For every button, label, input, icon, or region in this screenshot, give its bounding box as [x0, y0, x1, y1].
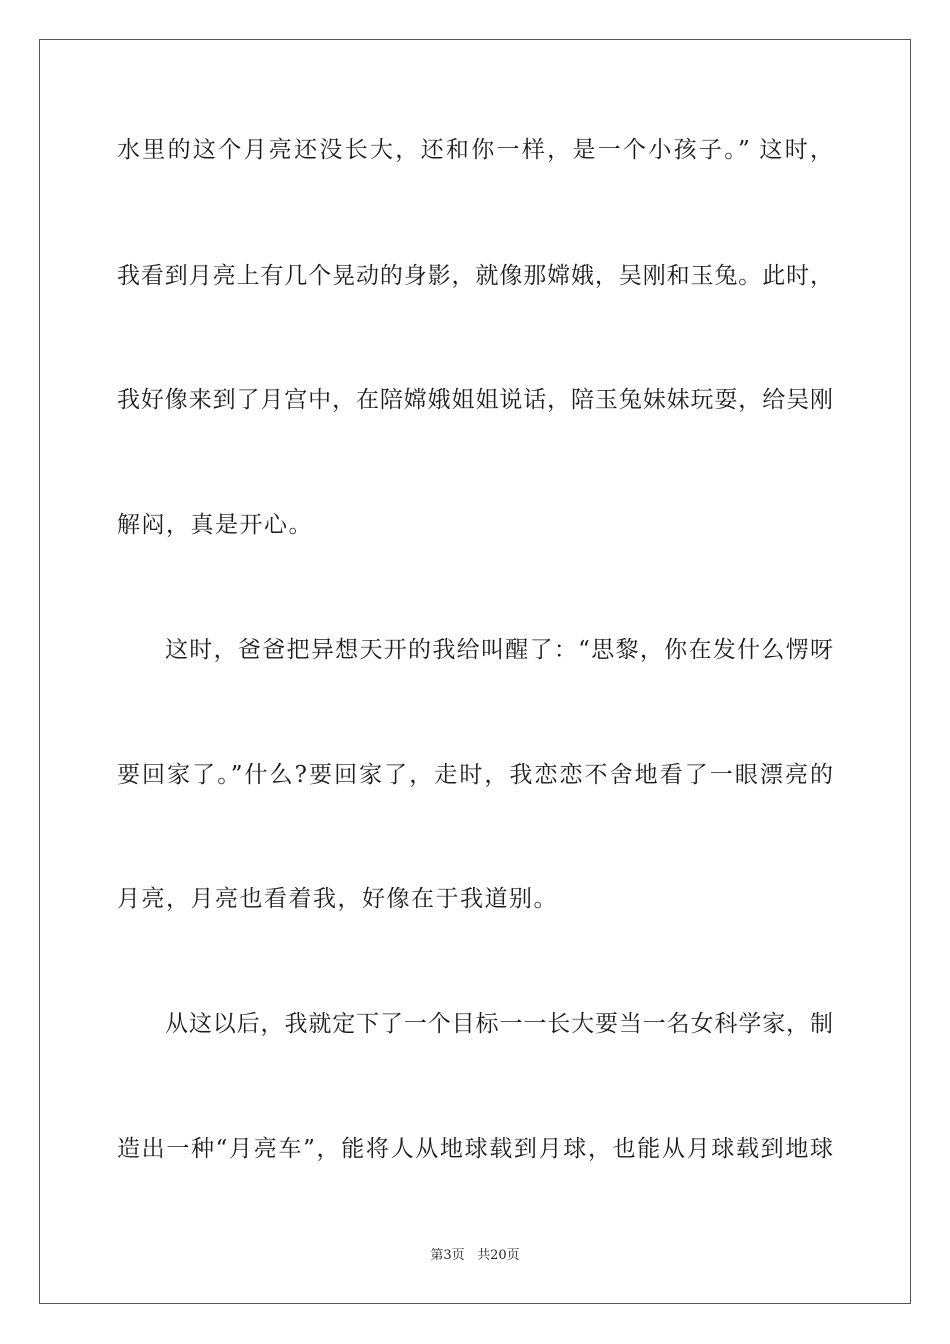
text-line-2: 我看到月亮上有几个晃动的身影，就像那嫦娥，吴刚和玉兔。此时， [117, 263, 833, 289]
page-footer [0, 1248, 950, 1264]
page-total: 共20页 [477, 1248, 520, 1263]
text-line-9: 造出一种“月亮车”，能将人从地球载到月球，也能从月球载到地球 [117, 1136, 833, 1162]
text-line-7: 月亮，月亮也看着我，好像在于我道别。 [117, 886, 558, 912]
text-line-6: 要回家了。”什么?要回家了，走时，我恋恋不舍地看了一眼漂亮的 [117, 762, 833, 788]
page-border [39, 39, 911, 1304]
text-line-1: 水里的这个月亮还没长大，还和你一样，是一个小孩子。” 这时， [117, 137, 833, 163]
page-number: 第3页 [430, 1248, 465, 1263]
text-line-3: 我好像来到了月宫中，在陪嫦娥姐姐说话，陪玉兔妹妹玩耍，给吴刚 [117, 387, 833, 413]
text-line-5: 这时，爸爸把异想天开的我给叫醒了：“思黎，你在发什么愣呀 [165, 637, 833, 663]
text-line-4: 解闷，真是开心。 [117, 512, 313, 538]
text-line-8: 从这以后，我就定下了一个目标一一长大要当一名女科学家，制 [165, 1011, 833, 1037]
